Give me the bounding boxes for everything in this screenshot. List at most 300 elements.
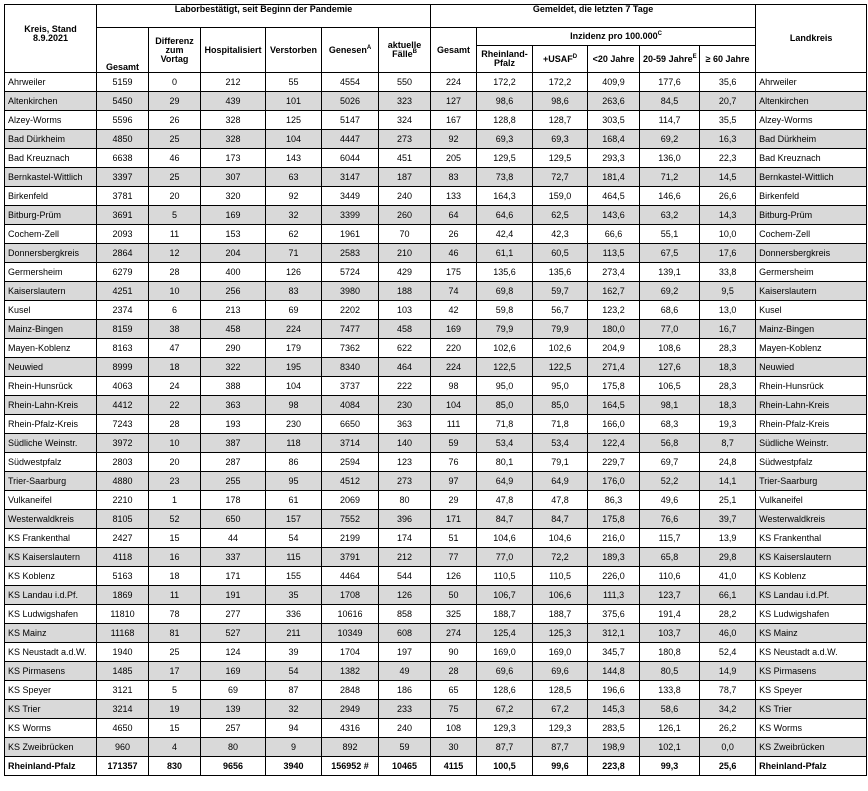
table-cell: 76,6 xyxy=(640,510,700,529)
table-cell: 458 xyxy=(201,320,266,339)
verstorben-header: Verstorben xyxy=(266,28,322,73)
table-cell: 464 xyxy=(379,358,431,377)
table-cell: 12 xyxy=(149,244,201,263)
table-cell: 544 xyxy=(379,567,431,586)
kreis-name: Germersheim xyxy=(5,263,97,282)
table-cell: 229,7 xyxy=(588,453,640,472)
table-cell: 123,2 xyxy=(588,301,640,320)
table-cell: 167 xyxy=(431,111,477,130)
table-cell: 11 xyxy=(149,586,201,605)
table-cell: 16 xyxy=(149,548,201,567)
table-cell: 0,0 xyxy=(700,738,756,757)
kreis-name: Neuwied xyxy=(5,358,97,377)
table-cell: 97 xyxy=(431,472,477,491)
table-cell: 64,9 xyxy=(477,472,533,491)
table-cell: 204 xyxy=(201,244,266,263)
table-cell: 69,3 xyxy=(533,130,588,149)
landkreis-name: Cochem-Zell xyxy=(756,225,867,244)
table-cell: 256 xyxy=(201,282,266,301)
table-cell: 104 xyxy=(266,130,322,149)
table-cell: 76 xyxy=(431,453,477,472)
table-cell: 25 xyxy=(149,168,201,187)
table-cell: 98,6 xyxy=(533,92,588,111)
differenz-header: Differenz zum Vortag xyxy=(149,28,201,73)
table-cell: 79,9 xyxy=(477,320,533,339)
table-cell: 13,9 xyxy=(700,529,756,548)
kreis-name: Bad Dürkheim xyxy=(5,130,97,149)
table-cell: 32 xyxy=(266,206,322,225)
table-cell: 173 xyxy=(201,149,266,168)
table-cell: 10349 xyxy=(322,624,379,643)
table-cell: 2949 xyxy=(322,700,379,719)
landkreis-name: Rhein-Hunsrück xyxy=(756,377,867,396)
table-row xyxy=(5,453,867,472)
table-cell: 71,2 xyxy=(640,168,700,187)
table-row xyxy=(5,244,867,263)
table-cell: 128,7 xyxy=(533,111,588,130)
table-cell: 211 xyxy=(266,624,322,643)
table-cell: 87 xyxy=(266,681,322,700)
table-cell: 4554 xyxy=(322,73,379,92)
kreis-name: KS Zweibrücken xyxy=(5,738,97,757)
table-cell: 42 xyxy=(431,301,477,320)
table-cell: 325 xyxy=(431,605,477,624)
table-cell: 188,7 xyxy=(533,605,588,624)
table-cell: 63,2 xyxy=(640,206,700,225)
kreis-name: KS Landau i.d.Pf. xyxy=(5,586,97,605)
table-cell: 2374 xyxy=(97,301,149,320)
table-cell: 2093 xyxy=(97,225,149,244)
kreis-name: Rhein-Lahn-Kreis xyxy=(5,396,97,415)
kreis-name: KS Koblenz xyxy=(5,567,97,586)
table-cell: 49 xyxy=(379,662,431,681)
table-cell: 110,6 xyxy=(640,567,700,586)
table-cell: 271,4 xyxy=(588,358,640,377)
table-cell: 55 xyxy=(266,73,322,92)
table-cell: 464,5 xyxy=(588,187,640,206)
table-cell: 95 xyxy=(266,472,322,491)
table-cell: 175,8 xyxy=(588,510,640,529)
table-cell: 80 xyxy=(201,738,266,757)
table-cell: 66,6 xyxy=(588,225,640,244)
table-cell: 257 xyxy=(201,719,266,738)
table-cell: 4084 xyxy=(322,396,379,415)
table-cell: 6279 xyxy=(97,263,149,282)
table-cell: 19 xyxy=(149,700,201,719)
table-cell: 4 xyxy=(149,738,201,757)
table-cell: 135,6 xyxy=(477,263,533,282)
kreis-name: Mayen-Koblenz xyxy=(5,339,97,358)
table-cell: 56,8 xyxy=(640,434,700,453)
table-cell: 8999 xyxy=(97,358,149,377)
table-cell: 224 xyxy=(266,320,322,339)
table-cell: 111,3 xyxy=(588,586,640,605)
table-cell: 290 xyxy=(201,339,266,358)
total-cell: 25,6 xyxy=(700,757,756,776)
kreis-name: Rhein-Pfalz-Kreis xyxy=(5,415,97,434)
table-cell: 213 xyxy=(201,301,266,320)
table-cell: 2202 xyxy=(322,301,379,320)
table-cell: 66,1 xyxy=(700,586,756,605)
table-cell: 113,5 xyxy=(588,244,640,263)
table-cell: 195 xyxy=(266,358,322,377)
table-cell: 78,7 xyxy=(700,681,756,700)
table-cell: 328 xyxy=(201,130,266,149)
table-cell: 3980 xyxy=(322,282,379,301)
table-cell: 187 xyxy=(379,168,431,187)
table-cell: 323 xyxy=(379,92,431,111)
table-cell: 175,8 xyxy=(588,377,640,396)
table-cell: 240 xyxy=(379,719,431,738)
table-cell: 3781 xyxy=(97,187,149,206)
table-cell: 94 xyxy=(266,719,322,738)
table-cell: 29 xyxy=(431,491,477,510)
table-cell: 44 xyxy=(201,529,266,548)
table-row xyxy=(5,472,867,491)
table-row xyxy=(5,339,867,358)
unter-20-header: <20 Jahre xyxy=(588,46,640,73)
table-cell: 65 xyxy=(431,681,477,700)
table-cell: 122,5 xyxy=(477,358,533,377)
table-cell: 4118 xyxy=(97,548,149,567)
table-cell: 115 xyxy=(266,548,322,567)
table-cell: 273,4 xyxy=(588,263,640,282)
landkreis-name: KS Landau i.d.Pf. xyxy=(756,586,867,605)
table-cell: 34,2 xyxy=(700,700,756,719)
table-cell: 133,8 xyxy=(640,681,700,700)
table-cell: 3714 xyxy=(322,434,379,453)
table-cell: 283,5 xyxy=(588,719,640,738)
total-landkreis: Rheinland-Pfalz xyxy=(756,757,867,776)
table-row xyxy=(5,681,867,700)
table-cell: 22 xyxy=(149,396,201,415)
table-cell: 64,9 xyxy=(533,472,588,491)
table-cell: 106,6 xyxy=(533,586,588,605)
table-cell: 858 xyxy=(379,605,431,624)
table-cell: 39 xyxy=(266,643,322,662)
landkreis-name: Donnersbergkreis xyxy=(756,244,867,263)
landkreis-name: Südliche Weinstr. xyxy=(756,434,867,453)
table-cell: 155 xyxy=(266,567,322,586)
table-cell: 146,6 xyxy=(640,187,700,206)
landkreis-name: Rhein-Lahn-Kreis xyxy=(756,396,867,415)
table-cell: 197 xyxy=(379,643,431,662)
table-row xyxy=(5,605,867,624)
table-cell: 83 xyxy=(431,168,477,187)
table-cell: 10 xyxy=(149,434,201,453)
table-cell: 126 xyxy=(431,567,477,586)
table-cell: 212 xyxy=(379,548,431,567)
table-cell: 3737 xyxy=(322,377,379,396)
table-cell: 145,3 xyxy=(588,700,640,719)
landkreis-name: Kaiserslautern xyxy=(756,282,867,301)
table-cell: 179 xyxy=(266,339,322,358)
table-cell: 11 xyxy=(149,225,201,244)
kreis-name: KS Neustadt a.d.W. xyxy=(5,643,97,662)
table-cell: 123 xyxy=(379,453,431,472)
total-cell: 99,6 xyxy=(533,757,588,776)
table-cell: 41,0 xyxy=(700,567,756,586)
table-cell: 181,4 xyxy=(588,168,640,187)
table-cell: 222 xyxy=(379,377,431,396)
table-cell: 5 xyxy=(149,681,201,700)
table-cell: 169,0 xyxy=(533,643,588,662)
table-cell: 4850 xyxy=(97,130,149,149)
table-cell: 4512 xyxy=(322,472,379,491)
table-cell: 4412 xyxy=(97,396,149,415)
table-cell: 101 xyxy=(266,92,322,111)
table-cell: 125 xyxy=(266,111,322,130)
table-cell: 81 xyxy=(149,624,201,643)
landkreis-name: KS Speyer xyxy=(756,681,867,700)
table-cell: 98,6 xyxy=(477,92,533,111)
table-cell: 175 xyxy=(431,263,477,282)
table-cell: 71,8 xyxy=(477,415,533,434)
table-row xyxy=(5,510,867,529)
table-cell: 345,7 xyxy=(588,643,640,662)
lab-confirmed-group-header: Laborbestätigt, seit Beginn der Pandemie xyxy=(97,5,431,28)
table-cell: 65,8 xyxy=(640,548,700,567)
table-cell: 10 xyxy=(149,282,201,301)
table-cell: 328 xyxy=(201,111,266,130)
landkreis-name: Bitburg-Prüm xyxy=(756,206,867,225)
table-cell: 126,1 xyxy=(640,719,700,738)
table-cell: 608 xyxy=(379,624,431,643)
table-cell: 104,6 xyxy=(477,529,533,548)
table-row xyxy=(5,130,867,149)
table-cell: 69,6 xyxy=(477,662,533,681)
table-cell: 396 xyxy=(379,510,431,529)
table-cell: 5 xyxy=(149,206,201,225)
table-cell: 273 xyxy=(379,472,431,491)
kreis-name: KS Mainz xyxy=(5,624,97,643)
table-cell: 451 xyxy=(379,149,431,168)
landkreis-name: Rhein-Pfalz-Kreis xyxy=(756,415,867,434)
table-cell: 439 xyxy=(201,92,266,111)
table-cell: 83 xyxy=(266,282,322,301)
table-cell: 16,7 xyxy=(700,320,756,339)
table-cell: 1869 xyxy=(97,586,149,605)
table-cell: 3121 xyxy=(97,681,149,700)
table-cell: 50 xyxy=(431,586,477,605)
table-cell: 87,7 xyxy=(477,738,533,757)
table-cell: 169,0 xyxy=(477,643,533,662)
table-cell: 133 xyxy=(431,187,477,206)
table-cell: 320 xyxy=(201,187,266,206)
kreis-name: KS Worms xyxy=(5,719,97,738)
table-cell: 17 xyxy=(149,662,201,681)
table-cell: 14,5 xyxy=(700,168,756,187)
table-cell: 84,7 xyxy=(477,510,533,529)
table-cell: 336 xyxy=(266,605,322,624)
gesamt-7-tage-header: Gesamt xyxy=(431,28,477,73)
kreis-name: KS Frankenthal xyxy=(5,529,97,548)
total-kreis: Rheinland-Pfalz xyxy=(5,757,97,776)
table-cell: 2803 xyxy=(97,453,149,472)
table-row xyxy=(5,662,867,681)
table-cell: 10,0 xyxy=(700,225,756,244)
landkreis-name: Mayen-Koblenz xyxy=(756,339,867,358)
table-cell: 650 xyxy=(201,510,266,529)
table-cell: 87,7 xyxy=(533,738,588,757)
table-cell: 172,2 xyxy=(533,73,588,92)
table-cell: 14,1 xyxy=(700,472,756,491)
table-cell: 47,8 xyxy=(477,491,533,510)
table-cell: 69,7 xyxy=(640,453,700,472)
table-cell: 129,3 xyxy=(533,719,588,738)
table-cell: 68,3 xyxy=(640,415,700,434)
kreis-stand-header xyxy=(5,5,97,73)
table-cell: 363 xyxy=(379,415,431,434)
table-cell: 287 xyxy=(201,453,266,472)
table-cell: 216,0 xyxy=(588,529,640,548)
table-cell: 7243 xyxy=(97,415,149,434)
table-cell: 52,4 xyxy=(700,643,756,662)
table-cell: 162,7 xyxy=(588,282,640,301)
landkreis-name: KS Trier xyxy=(756,700,867,719)
table-cell: 78 xyxy=(149,605,201,624)
table-row xyxy=(5,415,867,434)
table-cell: 168,4 xyxy=(588,130,640,149)
stand-date: 8.9.2021 xyxy=(32,33,69,43)
table-cell: 177,6 xyxy=(640,73,700,92)
table-cell: 69,6 xyxy=(533,662,588,681)
table-cell: 307 xyxy=(201,168,266,187)
kreis-name: Mainz-Bingen xyxy=(5,320,97,339)
table-cell: 4251 xyxy=(97,282,149,301)
table-cell: 35,6 xyxy=(700,73,756,92)
table-cell: 3397 xyxy=(97,168,149,187)
kreis-name: KS Kaiserslautern xyxy=(5,548,97,567)
table-cell: 135,6 xyxy=(533,263,588,282)
table-row xyxy=(5,263,867,282)
table-cell: 157 xyxy=(266,510,322,529)
table-cell: 104 xyxy=(266,377,322,396)
table-cell: 17,6 xyxy=(700,244,756,263)
landkreis-name: Ahrweiler xyxy=(756,73,867,92)
table-cell: 80,5 xyxy=(640,662,700,681)
table-cell: 9,5 xyxy=(700,282,756,301)
table-cell: 126 xyxy=(266,263,322,282)
table-row xyxy=(5,206,867,225)
table-cell: 38 xyxy=(149,320,201,339)
kreis-name: Trier-Saarburg xyxy=(5,472,97,491)
landkreis-name: Birkenfeld xyxy=(756,187,867,206)
table-cell: 64 xyxy=(431,206,477,225)
kreis-name: Bad Kreuznach xyxy=(5,149,97,168)
rheinland-pfalz-header: Rheinland- Pfalz xyxy=(477,46,533,73)
table-cell: 1382 xyxy=(322,662,379,681)
kreis-name: Südwestpfalz xyxy=(5,453,97,472)
table-cell: 196,6 xyxy=(588,681,640,700)
total-cell: 10465 xyxy=(379,757,431,776)
table-cell: 75 xyxy=(431,700,477,719)
table-cell: 220 xyxy=(431,339,477,358)
table-cell: 125,3 xyxy=(533,624,588,643)
table-cell: 7477 xyxy=(322,320,379,339)
table-cell: 1 xyxy=(149,491,201,510)
total-cell: 99,3 xyxy=(640,757,700,776)
table-footer xyxy=(5,757,867,776)
table-cell: 3147 xyxy=(322,168,379,187)
kreis-name: Altenkirchen xyxy=(5,92,97,111)
table-cell: 4316 xyxy=(322,719,379,738)
landkreis-name: Neuwied xyxy=(756,358,867,377)
table-cell: 18 xyxy=(149,567,201,586)
table-cell: 324 xyxy=(379,111,431,130)
table-cell: 2594 xyxy=(322,453,379,472)
table-row xyxy=(5,225,867,244)
kreis-name: Vulkaneifel xyxy=(5,491,97,510)
table-cell: 59,7 xyxy=(533,282,588,301)
table-cell: 20 xyxy=(149,453,201,472)
table-cell: 102,6 xyxy=(533,339,588,358)
table-cell: 5159 xyxy=(97,73,149,92)
table-cell: 123,7 xyxy=(640,586,700,605)
table-cell: 23 xyxy=(149,472,201,491)
table-cell: 33,8 xyxy=(700,263,756,282)
table-cell: 204,9 xyxy=(588,339,640,358)
hospitalisiert-header: Hospitalisiert xyxy=(201,28,266,73)
landkreis-name: Bernkastel-Wittlich xyxy=(756,168,867,187)
table-cell: 3399 xyxy=(322,206,379,225)
table-cell: 79,9 xyxy=(533,320,588,339)
table-cell: 550 xyxy=(379,73,431,92)
table-cell: 61 xyxy=(266,491,322,510)
table-cell: 67,2 xyxy=(477,700,533,719)
table-cell: 169 xyxy=(431,320,477,339)
table-row xyxy=(5,624,867,643)
table-cell: 69,2 xyxy=(640,130,700,149)
table-cell: 1708 xyxy=(322,586,379,605)
table-cell: 3972 xyxy=(97,434,149,453)
table-cell: 47,8 xyxy=(533,491,588,510)
table-cell: 47 xyxy=(149,339,201,358)
table-cell: 13,0 xyxy=(700,301,756,320)
table-cell: 52 xyxy=(149,510,201,529)
kreis-name: Kaiserslautern xyxy=(5,282,97,301)
table-row xyxy=(5,377,867,396)
table-cell: 171 xyxy=(201,567,266,586)
table-cell: 71 xyxy=(266,244,322,263)
table-cell: 25 xyxy=(149,130,201,149)
table-cell: 42,4 xyxy=(477,225,533,244)
table-cell: 260 xyxy=(379,206,431,225)
table-cell: 164,3 xyxy=(477,187,533,206)
table-cell: 28,2 xyxy=(700,605,756,624)
table-cell: 103 xyxy=(379,301,431,320)
table-cell: 4447 xyxy=(322,130,379,149)
table-cell: 5026 xyxy=(322,92,379,111)
table-cell: 363 xyxy=(201,396,266,415)
table-cell: 115,7 xyxy=(640,529,700,548)
table-cell: 230 xyxy=(266,415,322,434)
table-cell: 110,5 xyxy=(533,567,588,586)
table-cell: 26 xyxy=(431,225,477,244)
table-cell: 67,2 xyxy=(533,700,588,719)
table-cell: 35,5 xyxy=(700,111,756,130)
table-cell: 189,3 xyxy=(588,548,640,567)
table-cell: 273 xyxy=(379,130,431,149)
table-cell: 26 xyxy=(149,111,201,130)
table-cell: 9 xyxy=(266,738,322,757)
table-cell: 32 xyxy=(266,700,322,719)
table-cell: 46 xyxy=(149,149,201,168)
table-cell: 6650 xyxy=(322,415,379,434)
table-cell: 3214 xyxy=(97,700,149,719)
usaf-header: $+USAF^D$ xyxy=(533,46,588,73)
kreis-name: KS Trier xyxy=(5,700,97,719)
